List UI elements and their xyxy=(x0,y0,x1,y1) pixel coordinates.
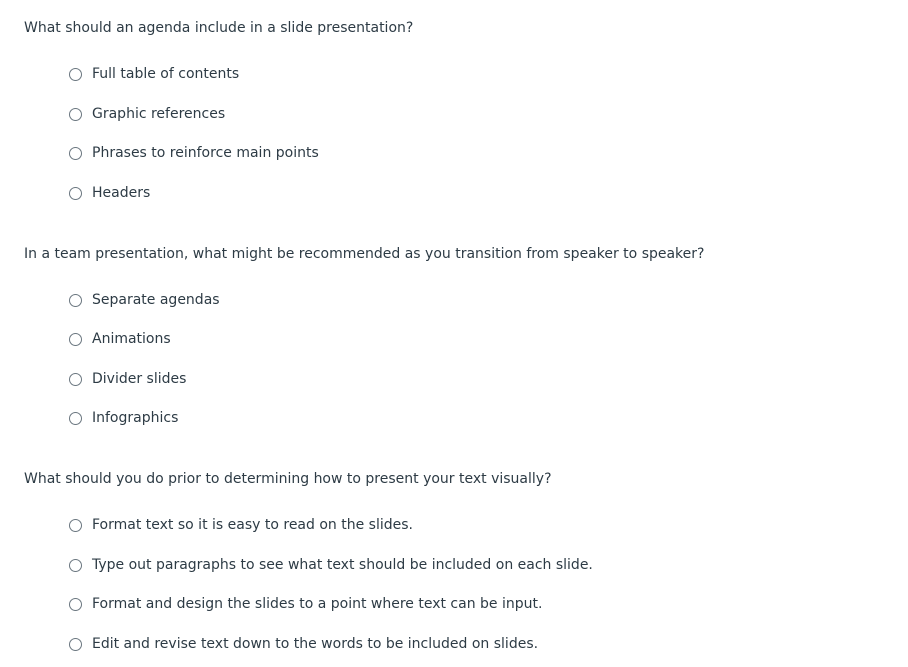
answer-option[interactable] xyxy=(69,515,413,535)
answer-option[interactable] xyxy=(69,64,239,84)
question-3 xyxy=(24,469,884,652)
answer-option[interactable] xyxy=(69,143,319,163)
radio-button[interactable] xyxy=(69,598,82,611)
answer-label[interactable]: Full table of contents xyxy=(92,66,240,82)
radio-button[interactable] xyxy=(69,519,82,532)
answer-label[interactable]: Infographics xyxy=(92,410,179,426)
answer-label[interactable]: Edit and revise text down to the words to be included on slides. xyxy=(92,636,539,652)
answer-option[interactable] xyxy=(69,408,178,428)
question-1 xyxy=(24,18,884,201)
question-text: What should you do prior to determining how to present your text visually? xyxy=(24,471,552,487)
radio-button[interactable] xyxy=(69,559,82,572)
radio-button[interactable] xyxy=(69,147,82,160)
answer-label[interactable]: Headers xyxy=(92,185,151,201)
answer-label[interactable]: Phrases to reinforce main points xyxy=(92,145,319,161)
radio-button[interactable] xyxy=(69,638,82,651)
answer-option[interactable] xyxy=(69,183,150,203)
radio-button[interactable] xyxy=(69,187,82,200)
answer-option[interactable] xyxy=(69,594,542,614)
radio-button[interactable] xyxy=(69,333,82,346)
question-text: What should an agenda include in a slide presentation? xyxy=(24,20,414,36)
answer-label[interactable]: Format text so it is easy to read on the slides. xyxy=(92,517,413,533)
radio-button[interactable] xyxy=(69,373,82,386)
answer-option[interactable] xyxy=(69,634,538,654)
answer-label[interactable]: Format and design the slides to a point where text can be input. xyxy=(92,596,543,612)
answer-option[interactable] xyxy=(69,555,593,575)
answer-option[interactable] xyxy=(69,104,225,124)
radio-button[interactable] xyxy=(69,108,82,121)
radio-button[interactable] xyxy=(69,412,82,425)
answer-label[interactable]: Type out paragraphs to see what text should be included on each slide. xyxy=(92,557,593,573)
answer-label[interactable]: Animations xyxy=(92,331,171,347)
question-text: In a team presentation, what might be recommended as you transition from speaker to speaker? xyxy=(24,246,705,262)
answer-option[interactable] xyxy=(69,290,220,310)
radio-button[interactable] xyxy=(69,294,82,307)
radio-button[interactable] xyxy=(69,68,82,81)
answer-label[interactable]: Graphic references xyxy=(92,106,226,122)
answer-label[interactable]: Separate agendas xyxy=(92,292,220,308)
answer-option[interactable] xyxy=(69,329,171,349)
question-2 xyxy=(24,244,884,426)
answer-option[interactable] xyxy=(69,369,186,389)
answer-label[interactable]: Divider slides xyxy=(92,371,187,387)
